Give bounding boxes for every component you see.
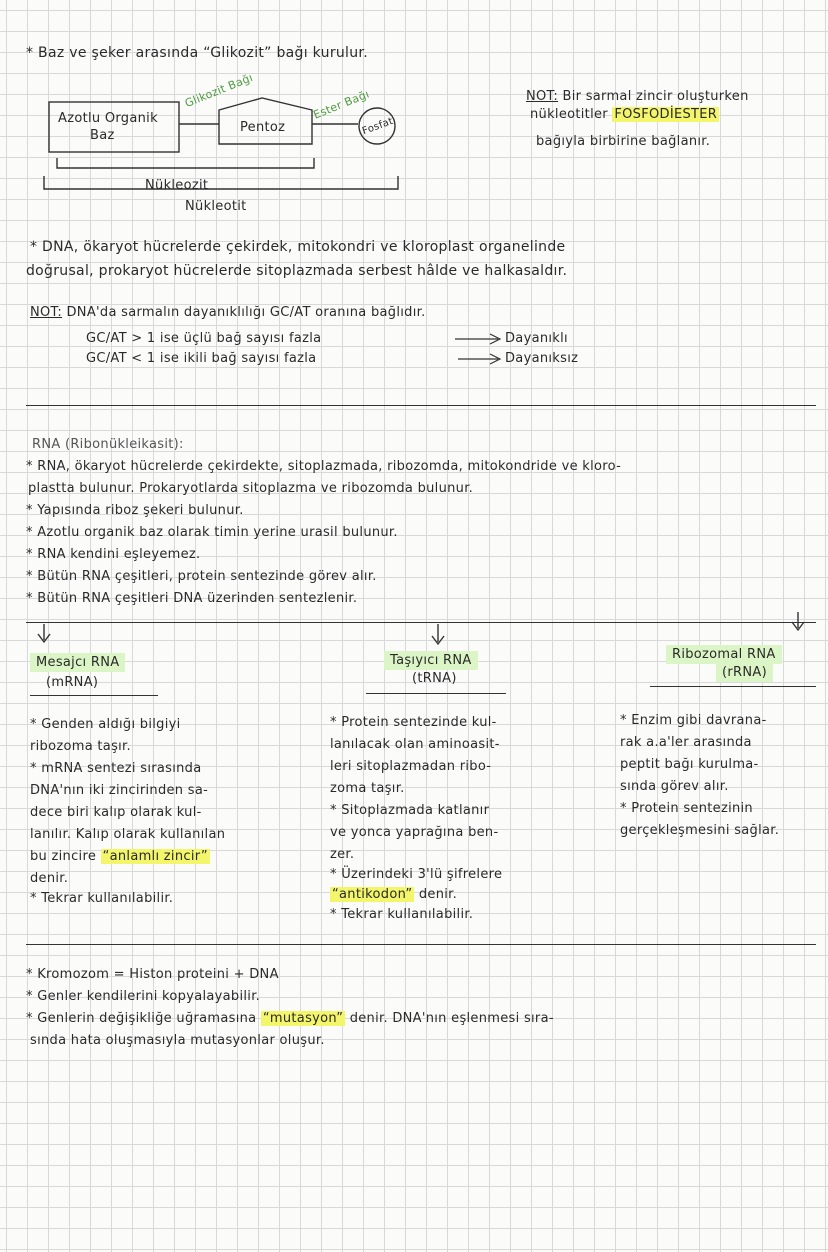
note2-label: NOT: <box>30 305 63 320</box>
rna-title: RNA (Ribonükleikasit): <box>32 437 184 452</box>
base-label-1: Azotlu Organik <box>58 111 158 126</box>
trna-line-9b: denir. <box>418 887 458 902</box>
mutation-highlight: “mutasyon” <box>262 1011 344 1026</box>
phosphate-label: Fosfat <box>360 115 395 138</box>
rrna-title-text: Ribozomal RNA <box>666 645 782 664</box>
bottom-line-3b: denir. DNA'nın eşlenmesi sıra- <box>349 1011 554 1026</box>
nucleoside-label: Nükleozit <box>145 178 209 193</box>
rna-bullet-3: * Azotlu organik baz olarak timin yerine urasil bulunur. <box>26 525 398 540</box>
ester-bond-label: Ester Bağı <box>311 87 372 122</box>
arrow-rrna <box>792 612 804 630</box>
mrna-line-6: lanılır. Kalıp olarak kullanılan <box>30 827 226 842</box>
mrna-line-4: DNA'nın iki zincirinden sa- <box>30 783 209 798</box>
rrna-title <box>666 646 782 664</box>
dna-line2: doğrusal, prokaryot hücrelerde sitoplazmada serbest hâlde ve halkasaldır. <box>26 263 568 279</box>
nucleoside-bracket <box>57 158 314 168</box>
bottom-line-3a: * Genlerin değişikliğe uğramasına <box>26 1011 257 1026</box>
rrna-underline <box>650 686 816 687</box>
pentose-label: Pentoz <box>240 120 286 135</box>
note1-line1 <box>526 88 749 106</box>
mrna-line-3: * mRNA sentezi sırasında <box>30 761 202 776</box>
glycosidic-bond-label: Glikozit Bağı <box>183 70 255 111</box>
trna-title <box>384 652 478 670</box>
trna-line-3: leri sitoplazmadan ribo- <box>330 759 492 774</box>
trna-line-10: * Tekrar kullanılabilir. <box>330 907 474 922</box>
trna-title-text: Taşıyıcı RNA <box>384 651 478 670</box>
rrna-line-1: * Enzim gibi davrana- <box>620 713 767 728</box>
note1-text1: Bir sarmal zincir oluşturken <box>562 89 749 104</box>
base-label-2: Baz <box>90 128 115 143</box>
arrow-trna <box>432 624 444 644</box>
rrna-line-4: sında görev alır. <box>620 779 729 794</box>
trna-line-6: ve yonca yaprağına ben- <box>330 825 499 840</box>
rna-bullet-2: * Yapısında riboz şekeri bulunur. <box>26 503 244 518</box>
rrna-subtitle-text: (rRNA) <box>716 663 773 682</box>
mrna-line-5: dece biri kalıp olarak kul- <box>30 805 202 820</box>
note1-text2: nükleotitler <box>530 107 608 122</box>
note2-row2-left: GC/AT < 1 ise ikili bağ sayısı fazla <box>86 351 317 366</box>
trna-line-8: * Üzerindeki 3'lü şifrelere <box>330 867 503 882</box>
rrna-line-2: rak a.a'ler arasında <box>620 735 752 750</box>
rrna-line-3: peptit bağı kurulma- <box>620 757 759 772</box>
bottom-line-4: sında hata oluşmasıyla mutasyonlar oluşur. <box>30 1033 325 1048</box>
mrna-underline <box>30 695 158 696</box>
meaningful-strand-highlight: “anlamlı zincir” <box>102 849 208 864</box>
trna-subtitle: (tRNA) <box>412 671 457 686</box>
arrow-nondurable <box>458 354 500 364</box>
divider-2 <box>26 622 816 623</box>
intro-line: * Baz ve şeker arasında “Glikozit” bağı kurulur. <box>26 45 368 61</box>
rrna-line-5: * Protein sentezinin <box>620 801 753 816</box>
divider-3 <box>26 944 816 945</box>
trna-line-9 <box>330 886 457 904</box>
note1-line2 <box>530 106 719 124</box>
trna-line-4: zoma taşır. <box>330 781 405 796</box>
mrna-line-8: denir. <box>30 871 69 886</box>
mrna-line-1: * Genden aldığı bilgiyi <box>30 717 181 732</box>
phosphodiester-highlight: FOSFODİESTER <box>614 107 718 122</box>
rna-bullet-5: * Bütün RNA çeşitleri, protein sentezinde görev alır. <box>26 569 377 584</box>
note2-line1 <box>30 304 426 322</box>
bottom-line-3 <box>26 1010 554 1028</box>
note1-label: NOT: <box>526 89 559 104</box>
anticodon-highlight: “antikodon” <box>332 887 413 902</box>
mrna-title <box>30 654 125 672</box>
rna-bullet-4: * RNA kendini eşleyemez. <box>26 547 201 562</box>
nucleotide-label: Nükleotit <box>185 199 247 214</box>
mrna-line-7 <box>30 848 210 866</box>
mrna-title-text: Mesajcı RNA <box>30 653 125 672</box>
bottom-line-1: * Kromozom = Histon proteini + DNA <box>26 967 279 982</box>
rrna-subtitle <box>716 664 773 682</box>
trna-line-2: lanılacak olan aminoasit- <box>330 737 500 752</box>
mrna-line-9: * Tekrar kullanılabilir. <box>30 891 174 906</box>
rna-bullet-1b: plastta bulunur. Prokaryotlarda sitoplazma ve ribozomda bulunur. <box>28 481 474 496</box>
note2-row1-left: GC/AT > 1 ise üçlü bağ sayısı fazla <box>86 331 322 346</box>
mrna-line-7a: bu zincire <box>30 849 97 864</box>
trna-line-5: * Sitoplazmada katlanır <box>330 803 490 818</box>
rna-bullet-1: * RNA, ökaryot hücrelerde çekirdekte, sitoplazmada, ribozomda, mitokondride ve kloro- <box>26 459 622 474</box>
rna-bullet-6: * Bütün RNA çeşitleri DNA üzerinden sentezlenir. <box>26 591 358 606</box>
nucleotide-bracket <box>44 176 398 189</box>
mrna-subtitle: (mRNA) <box>46 675 99 690</box>
bottom-line-2: * Genler kendilerini kopyalayabilir. <box>26 989 261 1004</box>
divider-1 <box>26 405 816 406</box>
note2-row1-right: Dayanıklı <box>505 331 568 346</box>
arrow-mrna <box>38 624 50 642</box>
note1-line3: bağıyla birbirine bağlanır. <box>536 134 711 149</box>
mrna-line-2: ribozoma taşır. <box>30 739 131 754</box>
arrow-durable <box>455 334 500 344</box>
note2-row2-right: Dayanıksız <box>505 351 579 366</box>
trna-line-7: zer. <box>330 847 355 862</box>
trna-line-1: * Protein sentezinde kul- <box>330 715 497 730</box>
note2-text: DNA'da sarmalın dayanıklılığı GC/AT oranına bağlıdır. <box>66 305 426 320</box>
dna-line1: * DNA, ökaryot hücrelerde çekirdek, mitokondri ve kloroplast organelinde <box>30 239 566 255</box>
trna-underline <box>366 693 506 694</box>
rrna-line-6: gerçekleşmesini sağlar. <box>620 823 780 838</box>
